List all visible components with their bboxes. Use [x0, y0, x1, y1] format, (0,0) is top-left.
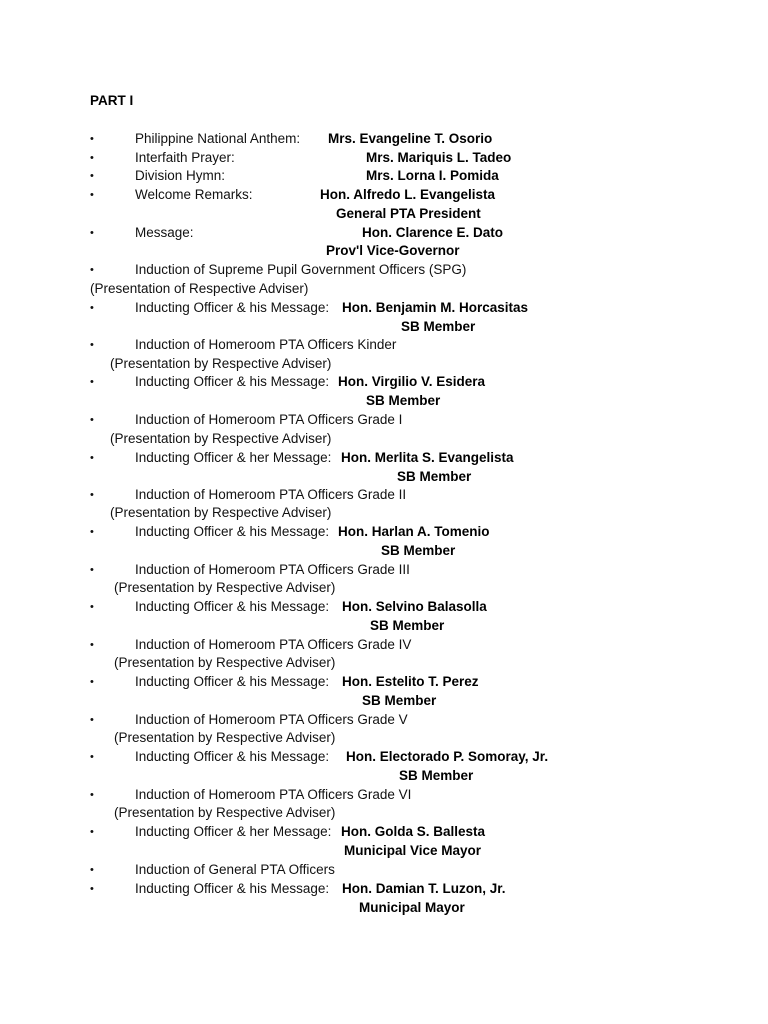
grade6-sub: (Presentation by Respective Adviser): [114, 805, 336, 820]
anthem-name: Mrs. Evangeline T. Osorio: [328, 131, 493, 146]
bullet-icon: •: [90, 883, 94, 895]
bullet-icon: •: [90, 564, 94, 576]
grade1-label: Induction of Homeroom PTA Officers Grade I: [135, 412, 403, 427]
bullet-icon: •: [90, 639, 94, 651]
prayer-label: Interfaith Prayer:: [135, 150, 235, 165]
message-name: Hon. Clarence E. Dato: [362, 225, 504, 240]
grade4-label: Induction of Homeroom PTA Officers Grade IV: [135, 637, 412, 652]
bullet-icon: •: [90, 170, 94, 182]
grade1-officer-name: Hon. Merlita S. Evangelista: [341, 450, 514, 465]
welcome-label: Welcome Remarks:: [135, 187, 253, 202]
inducting-officer-label: Inducting Officer & his Message:: [135, 300, 330, 315]
inducting-officer-label: Inducting Officer & his Message:: [135, 749, 330, 764]
bullet-icon: •: [90, 601, 94, 613]
bullet-icon: •: [90, 189, 94, 201]
message-label: Message:: [135, 225, 194, 240]
grade6-officer-title: Municipal Vice Mayor: [344, 843, 482, 858]
kinder-officer-name: Hon. Virgilio V. Esidera: [338, 374, 486, 389]
bullet-icon: •: [90, 751, 94, 763]
kinder-officer-title: SB Member: [366, 393, 441, 408]
inducting-officer-label: Inducting Officer & his Message:: [135, 881, 330, 896]
grade5-sub: (Presentation by Respective Adviser): [114, 730, 336, 745]
spg-label: Induction of Supreme Pupil Government Officers (SPG): [135, 262, 467, 277]
kinder-sub: (Presentation by Respective Adviser): [110, 356, 332, 371]
grade6-label: Induction of Homeroom PTA Officers Grade VI: [135, 787, 412, 802]
spg-sub: (Presentation of Respective Adviser): [90, 281, 309, 296]
page-title: PART I: [90, 93, 134, 108]
general-officer-name: Hon. Damian T. Luzon, Jr.: [342, 881, 506, 896]
grade4-officer-title: SB Member: [362, 693, 437, 708]
hymn-label: Division Hymn:: [135, 168, 226, 183]
inducting-officer-label: Inducting Officer & his Message:: [135, 374, 330, 389]
bullet-icon: •: [90, 339, 94, 351]
bullet-icon: •: [90, 414, 94, 426]
welcome-title: General PTA President: [336, 206, 481, 221]
grade4-sub: (Presentation by Respective Adviser): [114, 655, 336, 670]
grade2-sub: (Presentation by Respective Adviser): [110, 505, 332, 520]
grade1-sub: (Presentation by Respective Adviser): [110, 431, 332, 446]
hymn-name: Mrs. Lorna I. Pomida: [366, 168, 499, 183]
bullet-icon: •: [90, 302, 94, 314]
grade1-officer-title: SB Member: [397, 469, 472, 484]
general-officer-title: Municipal Mayor: [359, 900, 465, 915]
spg-officer-title: SB Member: [401, 319, 476, 334]
grade5-officer-title: SB Member: [399, 768, 474, 783]
grade5-label: Induction of Homeroom PTA Officers Grade V: [135, 712, 408, 727]
grade2-label: Induction of Homeroom PTA Officers Grade II: [135, 487, 407, 502]
grade3-officer-name: Hon. Selvino Balasolla: [342, 599, 487, 614]
inducting-officer-label: Inducting Officer & his Message:: [135, 674, 330, 689]
grade3-label: Induction of Homeroom PTA Officers Grade III: [135, 562, 410, 577]
inducting-officer-label: Inducting Officer & his Message:: [135, 599, 330, 614]
bullet-icon: •: [90, 376, 94, 388]
grade5-officer-name: Hon. Electorado P. Somoray, Jr.: [346, 749, 549, 764]
prayer-name: Mrs. Mariquis L. Tadeo: [366, 150, 512, 165]
grade6-officer-name: Hon. Golda S. Ballesta: [341, 824, 486, 839]
bullet-icon: •: [90, 864, 94, 876]
inducting-officer-label: Inducting Officer & his Message:: [135, 524, 330, 539]
kinder-label: Induction of Homeroom PTA Officers Kinder: [135, 337, 397, 352]
grade2-officer-name: Hon. Harlan A. Tomenio: [338, 524, 490, 539]
bullet-icon: •: [90, 452, 94, 464]
grade3-officer-title: SB Member: [370, 618, 445, 633]
bullet-icon: •: [90, 826, 94, 838]
bullet-icon: •: [90, 714, 94, 726]
bullet-icon: •: [90, 489, 94, 501]
anthem-label: Philippine National Anthem:: [135, 131, 301, 146]
bullet-icon: •: [90, 526, 94, 538]
message-title: Prov'l Vice-Governor: [326, 243, 460, 258]
bullet-icon: •: [90, 152, 94, 164]
grade2-officer-title: SB Member: [381, 543, 456, 558]
general-label: Induction of General PTA Officers: [135, 862, 335, 877]
bullet-icon: •: [90, 676, 94, 688]
inducting-officer-label: Inducting Officer & her Message:: [135, 824, 332, 839]
bullet-icon: •: [90, 227, 94, 239]
bullet-icon: •: [90, 789, 94, 801]
inducting-officer-label: Inducting Officer & her Message:: [135, 450, 332, 465]
welcome-name: Hon. Alfredo L. Evangelista: [320, 187, 496, 202]
grade4-officer-name: Hon. Estelito T. Perez: [342, 674, 479, 689]
bullet-icon: •: [90, 133, 94, 145]
spg-officer-name: Hon. Benjamin M. Horcasitas: [342, 300, 529, 315]
grade3-sub: (Presentation by Respective Adviser): [114, 580, 336, 595]
bullet-icon: •: [90, 264, 94, 276]
